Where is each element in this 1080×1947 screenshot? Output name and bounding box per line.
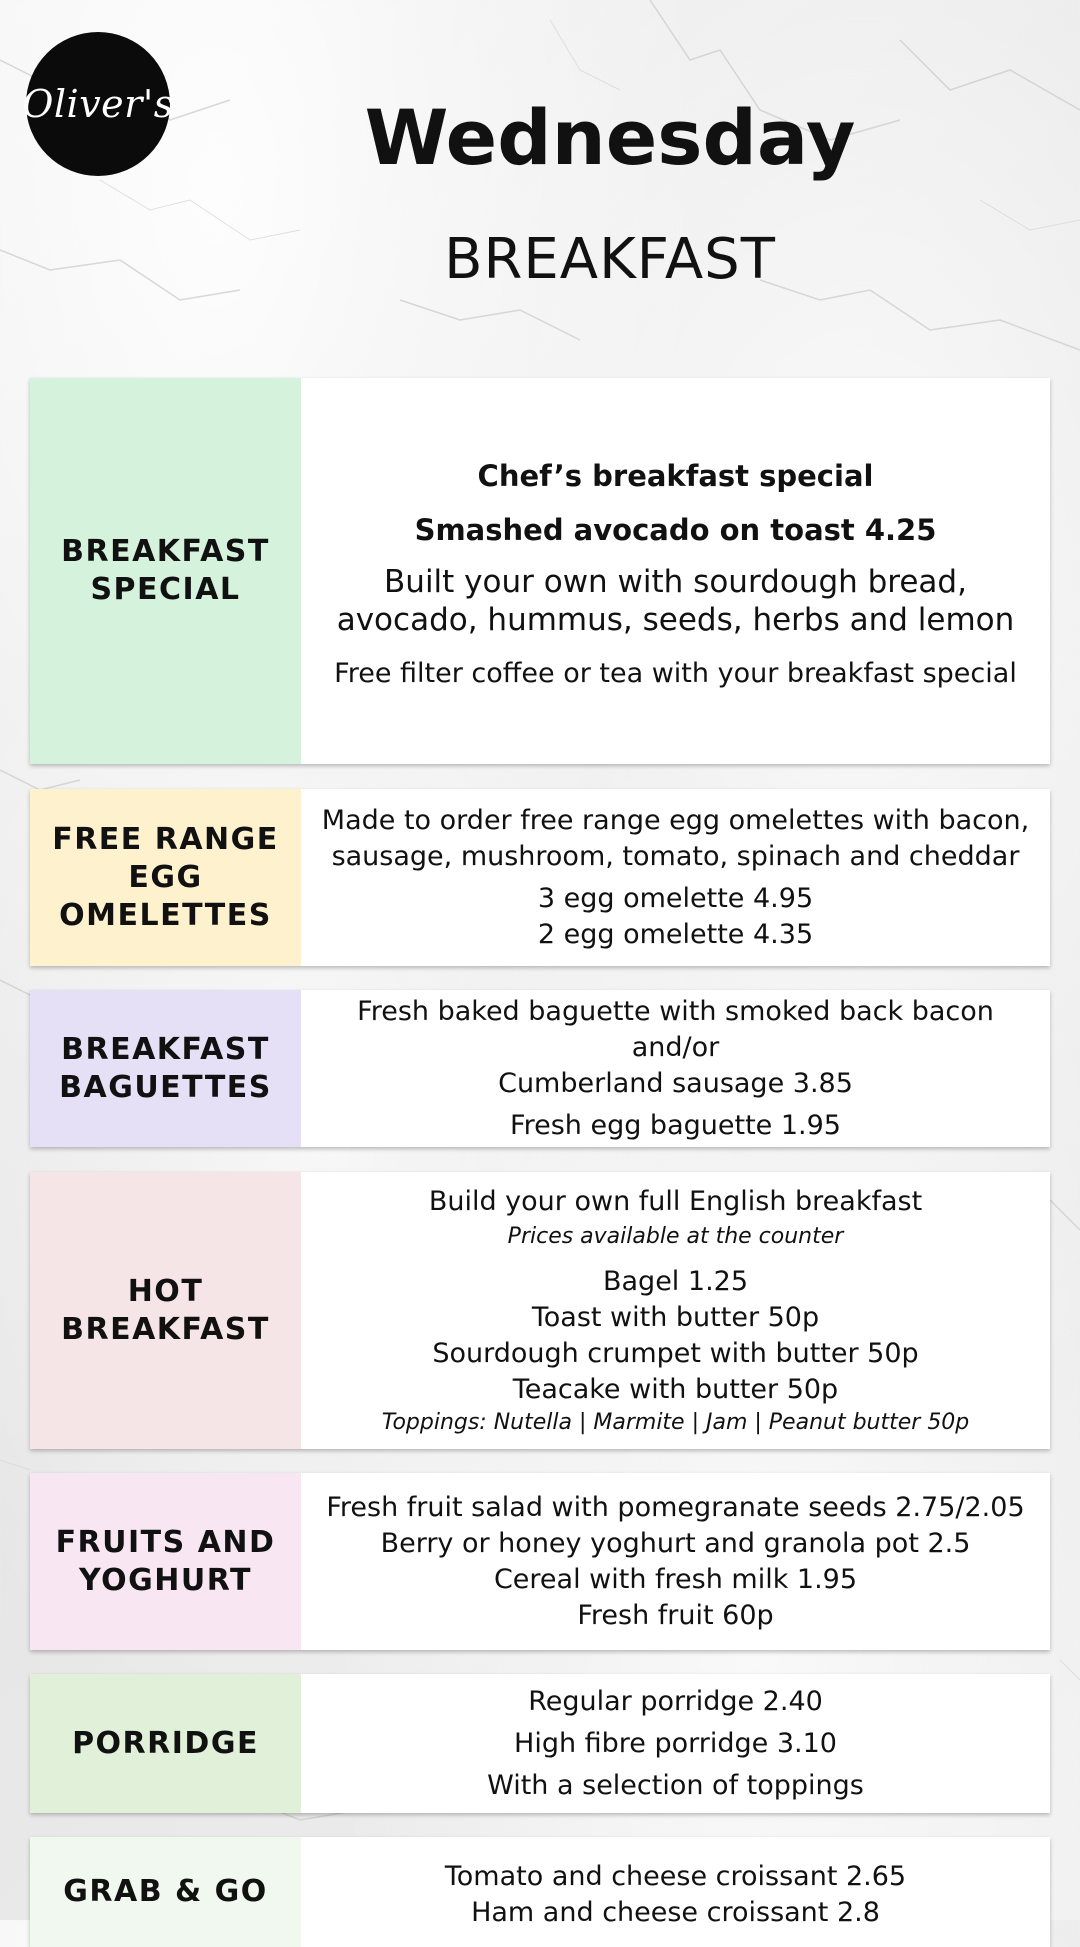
category-label: FRUITS AND YOGHURT bbox=[30, 1473, 301, 1650]
menu-item: Sourdough crumpet with butter 50p bbox=[432, 1337, 919, 1369]
menu-item: Toast with butter 50p bbox=[531, 1301, 820, 1333]
menu-item: Fresh egg baguette 1.95 bbox=[510, 1109, 841, 1141]
section-breakfast-special bbox=[30, 378, 1050, 764]
toppings-note: Toppings: Nutella | Marmite | Jam | Peanut butter 50p bbox=[381, 1409, 970, 1435]
item-description: Cumberland sausage 3.85 bbox=[498, 1067, 853, 1099]
category-label: PORRIDGE bbox=[30, 1674, 301, 1813]
menu-item: Teacake with butter 50p bbox=[512, 1373, 839, 1405]
menu-item: Berry or honey yoghurt and granola pot 2.5 bbox=[380, 1527, 971, 1559]
menu-item: Regular porridge 2.40 bbox=[528, 1685, 823, 1717]
category-label: HOT BREAKFAST bbox=[30, 1172, 301, 1449]
section-items bbox=[301, 378, 1050, 764]
category-label: BREAKFAST BAGUETTES bbox=[30, 990, 301, 1147]
category-label: FREE RANGE EGG OMELETTES bbox=[30, 789, 301, 966]
menu-item: Bagel 1.25 bbox=[602, 1265, 749, 1297]
section-items bbox=[301, 1172, 1050, 1449]
section-breakfast-baguettes bbox=[30, 990, 1050, 1147]
section-items bbox=[301, 1837, 1050, 1947]
section-items bbox=[301, 1473, 1050, 1650]
section-items bbox=[301, 789, 1050, 966]
menu-item: Cereal with fresh milk 1.95 bbox=[493, 1563, 858, 1595]
menu-item: With a selection of toppings bbox=[487, 1769, 864, 1801]
page-title-day: Wednesday bbox=[364, 93, 856, 182]
menu-item: 2 egg omelette 4.35 bbox=[537, 918, 814, 950]
section-items bbox=[301, 990, 1050, 1147]
section-porridge bbox=[30, 1674, 1050, 1813]
menu-item: 3 egg omelette 4.95 bbox=[537, 882, 814, 914]
section-heading: Build your own full English breakfast bbox=[428, 1185, 923, 1217]
item-description: sausage, mushroom, tomato, spinach and cheddar bbox=[331, 840, 1020, 872]
menu-item: Ham and cheese croissant 2.8 bbox=[471, 1897, 880, 1928]
section-hot-breakfast bbox=[30, 1172, 1050, 1449]
pricing-note: Prices available at the counter bbox=[507, 1223, 844, 1249]
logo-text: Oliver's bbox=[22, 82, 174, 126]
page-subtitle-meal: BREAKFAST bbox=[444, 227, 776, 292]
item-description: Fresh baked baguette with smoked back bacon and/or bbox=[357, 995, 994, 1063]
special-note: Free filter coffee or tea with your breakfast special bbox=[334, 658, 1017, 689]
item-description: Made to order free range egg omelettes with bacon, bbox=[321, 804, 1030, 836]
section-items bbox=[301, 1674, 1050, 1813]
menu-item: Fresh fruit 60p bbox=[577, 1599, 774, 1631]
special-title: Chef’s breakfast special bbox=[477, 459, 874, 493]
menu-item: Fresh fruit salad with pomegranate seeds 2.75/2.05 bbox=[326, 1491, 1025, 1523]
menu-item: Smashed avocado on toast 4.25 bbox=[414, 513, 937, 547]
item-description: Built your own with sourdough bread, avocado, hummus, seeds, herbs and lemon bbox=[336, 564, 1015, 638]
section-fruits-and-yoghurt bbox=[30, 1473, 1050, 1650]
section-free-range-egg-omelettes bbox=[30, 789, 1050, 966]
menu-item: High fibre porridge 3.10 bbox=[514, 1727, 837, 1759]
menu-item: Tomato and cheese croissant 2.65 bbox=[444, 1861, 907, 1892]
section-grab-and-go bbox=[30, 1837, 1050, 1947]
category-label: BREAKFAST SPECIAL bbox=[30, 378, 301, 764]
category-label: GRAB & GO bbox=[30, 1837, 301, 1947]
